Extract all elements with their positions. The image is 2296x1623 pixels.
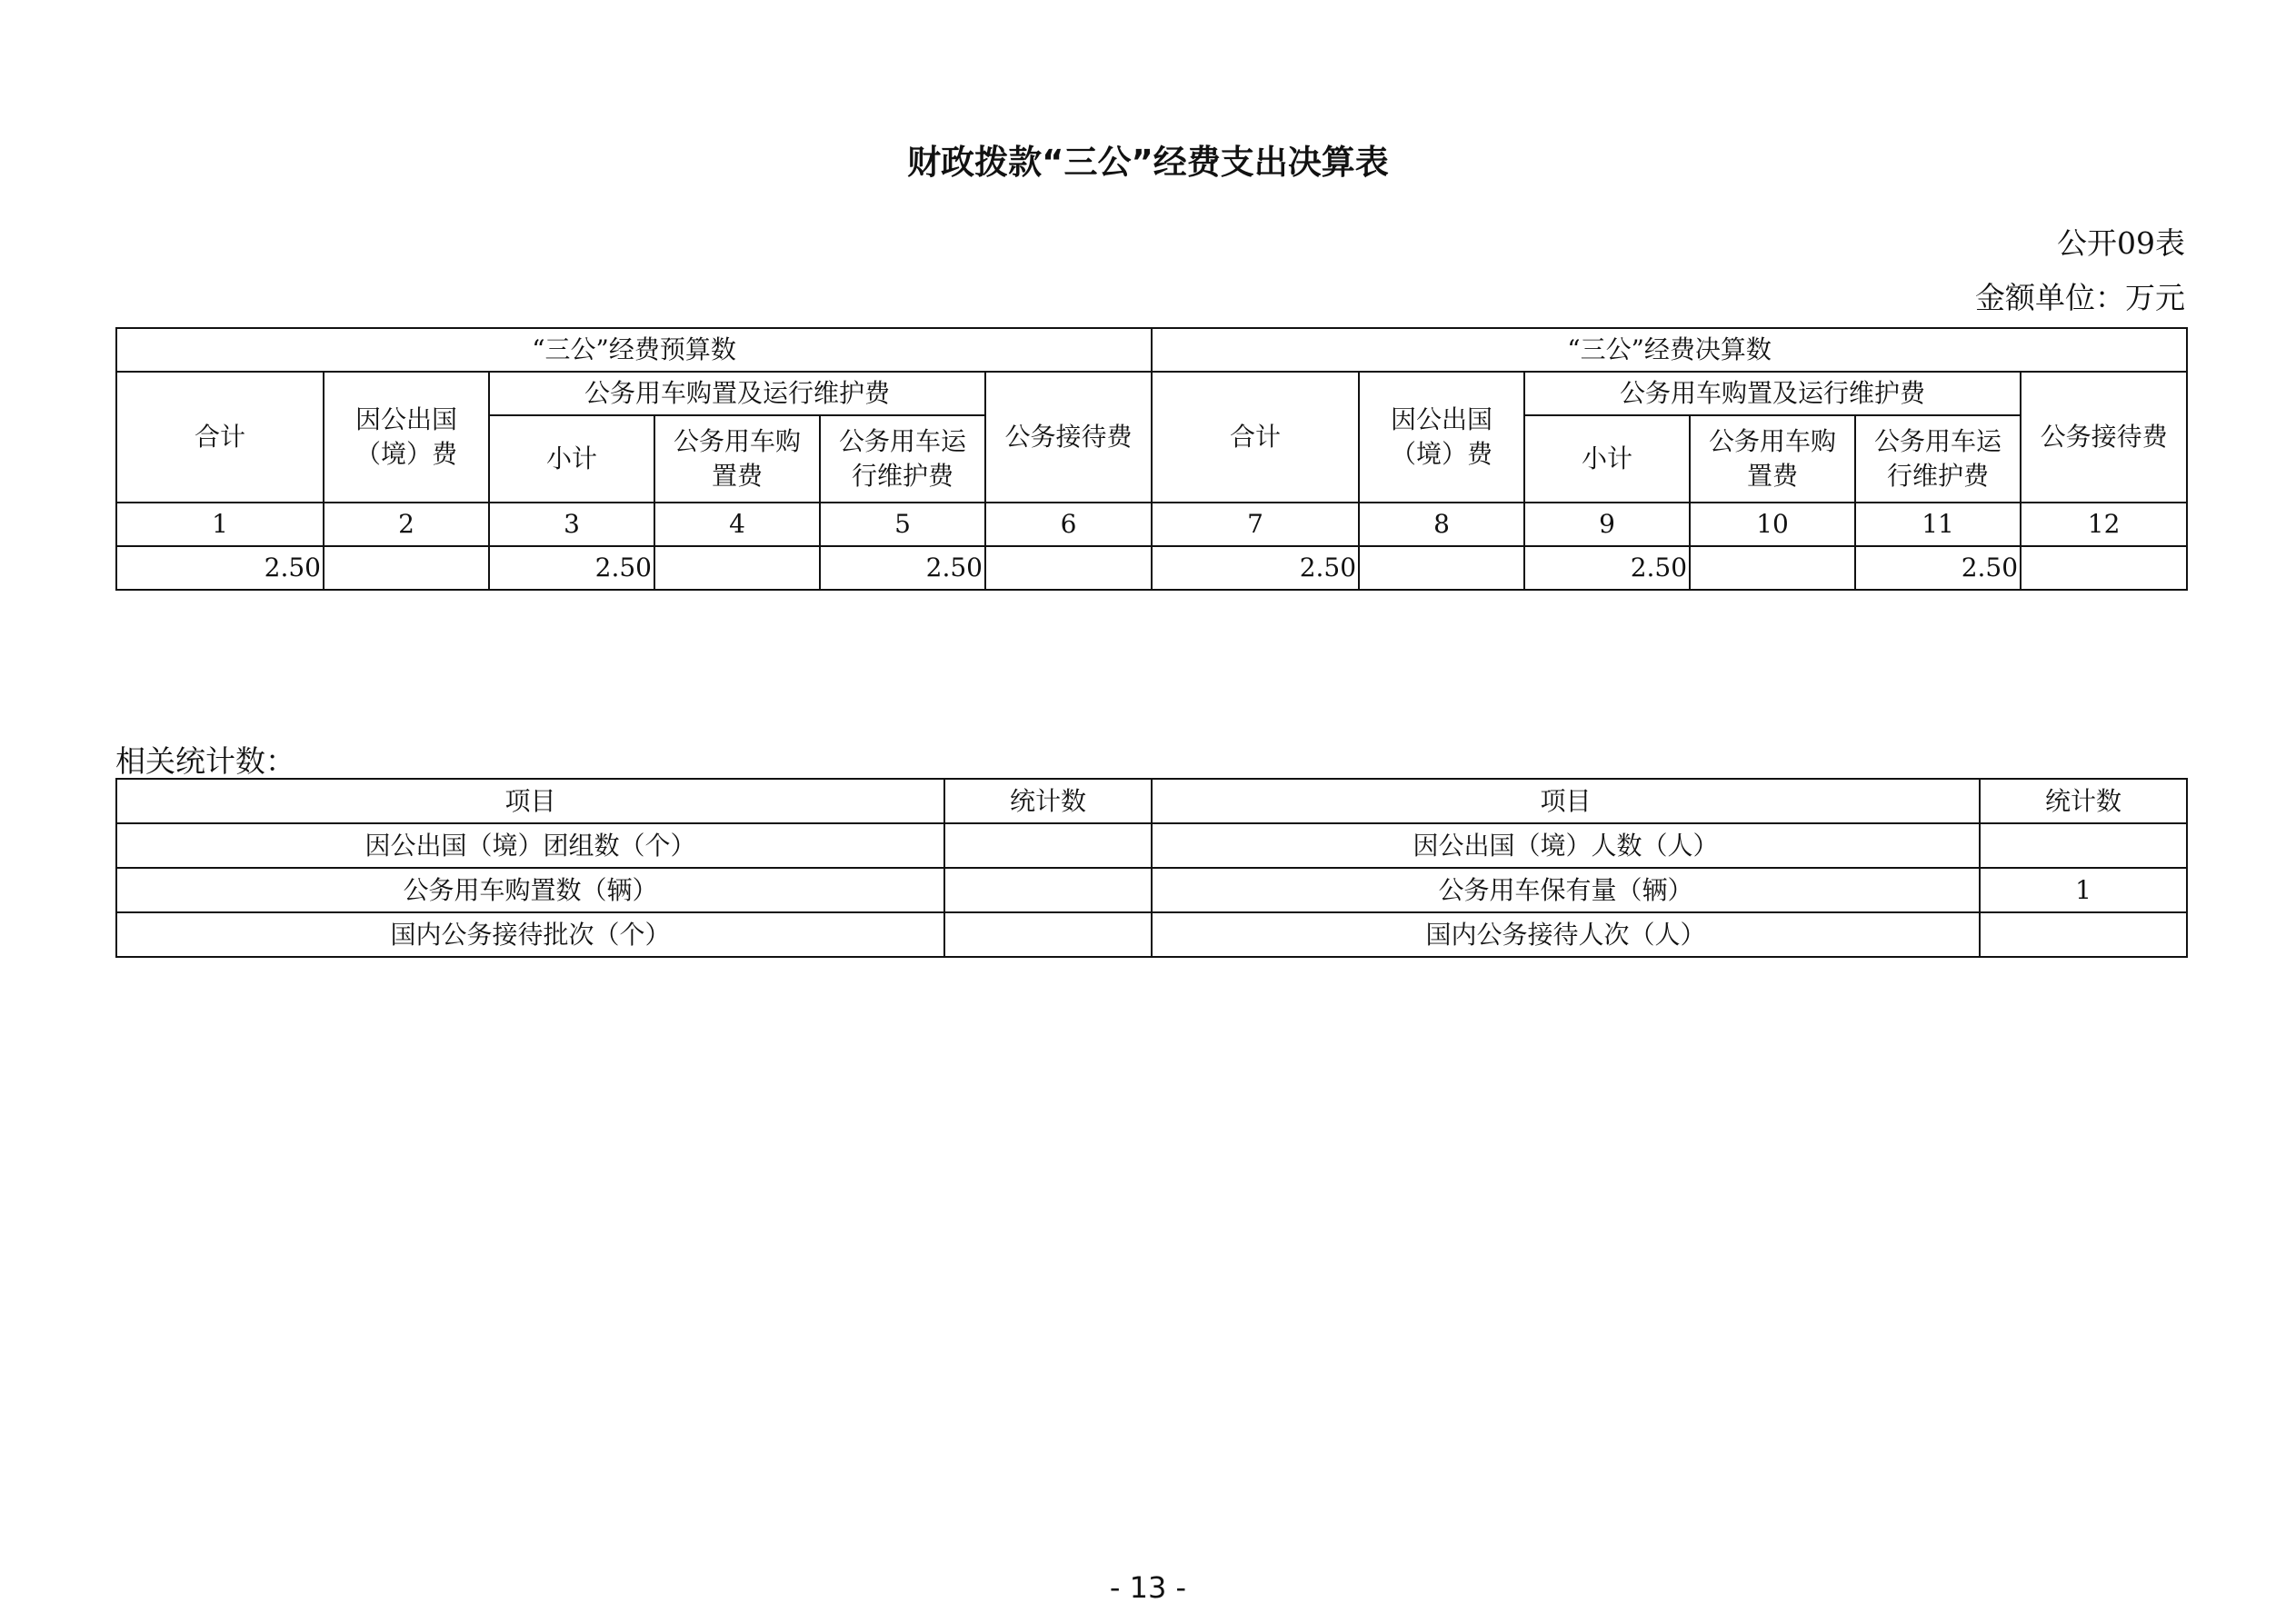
header-purchase-line2: 置费 <box>1747 461 1799 491</box>
header-vehicle-purchase <box>654 415 820 503</box>
column-number: 11 <box>1855 503 2021 546</box>
stats-count <box>944 868 1152 912</box>
column-number: 5 <box>820 503 985 546</box>
column-number: 4 <box>654 503 820 546</box>
value-cell <box>324 546 489 590</box>
header-vehicle-purchase <box>1690 415 1855 503</box>
header-total: 合计 <box>1152 372 1359 503</box>
header-subtotal: 小计 <box>1524 415 1690 503</box>
value-cell: 2.50 <box>820 546 985 590</box>
header-vehicle: 公务用车购置及运行维护费 <box>1524 372 2021 415</box>
stats-item: 因公出国（境）团组数（个） <box>116 823 944 868</box>
stats-item: 国内公务接待批次（个） <box>116 912 944 957</box>
header-reception: 公务接待费 <box>2021 372 2187 503</box>
value-cell: 2.50 <box>1152 546 1359 590</box>
column-number: 1 <box>116 503 324 546</box>
group-header-budget: “三公”经费预算数 <box>116 328 1152 372</box>
column-number: 8 <box>1359 503 1524 546</box>
header-vehicle: 公务用车购置及运行维护费 <box>489 372 985 415</box>
value-cell: 2.50 <box>1524 546 1690 590</box>
value-cell <box>1690 546 1855 590</box>
related-statistics-table <box>115 778 2188 958</box>
header-operation-line1: 公务用车运 <box>838 426 966 456</box>
stats-item: 因公出国（境）人数（人） <box>1152 823 1980 868</box>
stats-header-count: 统计数 <box>1980 779 2187 823</box>
column-number: 9 <box>1524 503 1690 546</box>
header-subtotal: 小计 <box>489 415 654 503</box>
stats-header-item: 项目 <box>1152 779 1980 823</box>
column-number: 3 <box>489 503 654 546</box>
header-operation-line2: 行维护费 <box>851 461 953 491</box>
page-number: - 13 - <box>1109 1570 1187 1605</box>
column-number: 10 <box>1690 503 1855 546</box>
values-row <box>116 546 2187 590</box>
stats-count <box>944 823 1152 868</box>
header-vehicle-operation <box>1855 415 2021 503</box>
header-abroad-line2: （境）费 <box>1391 439 1493 469</box>
header-reception: 公务接待费 <box>985 372 1152 503</box>
header-operation-line1: 公务用车运 <box>1874 426 2002 456</box>
stats-count <box>1980 823 2187 868</box>
column-number: 12 <box>2021 503 2187 546</box>
header-purchase-line2: 置费 <box>711 461 763 491</box>
stats-item: 公务用车购置数（辆） <box>116 868 944 912</box>
value-cell: 2.50 <box>1855 546 2021 590</box>
column-number: 2 <box>324 503 489 546</box>
column-number-row <box>116 503 2187 546</box>
header-vehicle-operation <box>820 415 985 503</box>
group-header-final: “三公”经费决算数 <box>1152 328 2187 372</box>
value-cell <box>2021 546 2187 590</box>
three-public-expense-table <box>115 327 2188 591</box>
stats-item: 公务用车保有量（辆） <box>1152 868 1980 912</box>
stats-header-count: 统计数 <box>944 779 1152 823</box>
stats-section-label: 相关统计数： <box>115 743 295 779</box>
column-number: 6 <box>985 503 1152 546</box>
stats-count <box>1980 912 2187 957</box>
stats-count: 1 <box>1980 868 2187 912</box>
header-abroad <box>1359 372 1524 503</box>
form-number: 公开09表 <box>2057 225 2185 261</box>
stats-header-item: 项目 <box>116 779 944 823</box>
value-cell: 2.50 <box>489 546 654 590</box>
header-purchase-line1: 公务用车购 <box>1709 426 1837 456</box>
stats-row <box>116 912 2187 957</box>
value-cell <box>654 546 820 590</box>
stats-row <box>116 823 2187 868</box>
header-abroad-line2: （境）费 <box>354 439 457 469</box>
stats-count <box>944 912 1152 957</box>
header-operation-line2: 行维护费 <box>1887 461 1990 491</box>
page-title: 财政拨款“三公”经费支出决算表 <box>907 143 1389 182</box>
value-cell: 2.50 <box>116 546 324 590</box>
header-abroad <box>324 372 489 503</box>
stats-item: 国内公务接待人次（人） <box>1152 912 1980 957</box>
header-abroad-line1: 因公出国 <box>354 404 457 434</box>
value-cell <box>1359 546 1524 590</box>
value-cell <box>985 546 1152 590</box>
header-purchase-line1: 公务用车购 <box>673 426 801 456</box>
stats-row <box>116 868 2187 912</box>
header-total: 合计 <box>116 372 324 503</box>
header-abroad-line1: 因公出国 <box>1391 404 1493 434</box>
column-number: 7 <box>1152 503 1359 546</box>
amount-unit: 金额单位：万元 <box>1975 280 2185 315</box>
